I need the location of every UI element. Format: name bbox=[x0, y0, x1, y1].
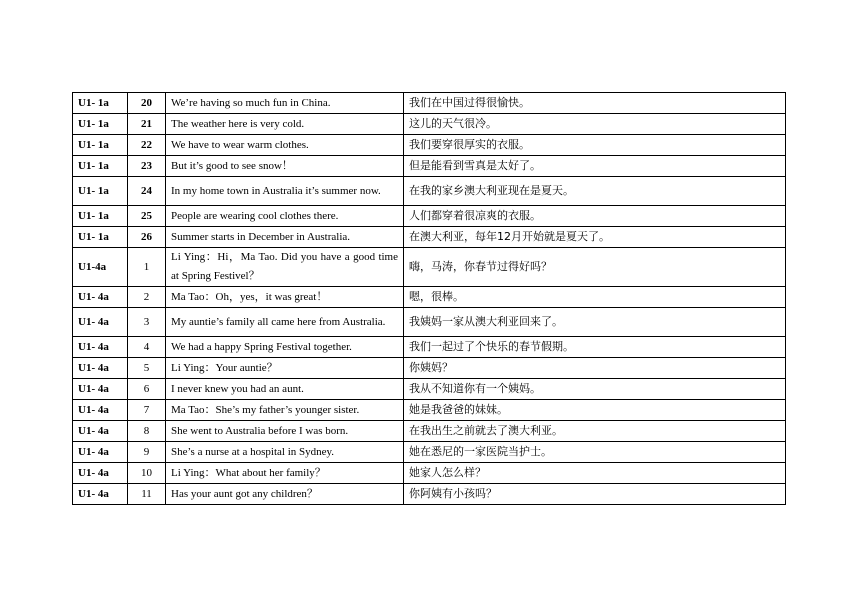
english-sentence-cell: Li Ying：What about her family？ bbox=[166, 463, 404, 484]
english-sentence-cell: The weather here is very cold. bbox=[166, 114, 404, 135]
unit-cell: U1- 4a bbox=[73, 400, 128, 421]
english-sentence-cell: In my home town in Australia it’s summer now. bbox=[166, 177, 404, 206]
number-cell: 7 bbox=[128, 400, 166, 421]
unit-cell: U1- 4a bbox=[73, 421, 128, 442]
unit-cell: U1- 4a bbox=[73, 379, 128, 400]
number-cell: 26 bbox=[128, 227, 166, 248]
unit-cell: U1- 4a bbox=[73, 287, 128, 308]
number-cell: 3 bbox=[128, 308, 166, 337]
number-cell: 1 bbox=[128, 248, 166, 287]
unit-cell: U1- 1a bbox=[73, 156, 128, 177]
english-sentence-cell: But it’s good to see snow！ bbox=[166, 156, 404, 177]
english-sentence-cell: She’s a nurse at a hospital in Sydney. bbox=[166, 442, 404, 463]
english-sentence-cell: We’re having so much fun in China. bbox=[166, 93, 404, 114]
chinese-translation-cell: 嗯，很棒。 bbox=[404, 287, 786, 308]
unit-cell: U1- 4a bbox=[73, 337, 128, 358]
number-cell: 25 bbox=[128, 206, 166, 227]
number-cell: 8 bbox=[128, 421, 166, 442]
unit-cell: U1- 1a bbox=[73, 206, 128, 227]
number-cell: 24 bbox=[128, 177, 166, 206]
unit-cell: U1- 1a bbox=[73, 177, 128, 206]
table-row bbox=[73, 93, 786, 114]
number-cell: 10 bbox=[128, 463, 166, 484]
number-cell: 5 bbox=[128, 358, 166, 379]
chinese-translation-cell: 我姨妈一家从澳大利亚回来了。 bbox=[404, 308, 786, 337]
english-sentence-cell: Li Ying：Your auntie？ bbox=[166, 358, 404, 379]
table-row bbox=[73, 358, 786, 379]
number-cell: 9 bbox=[128, 442, 166, 463]
table-row bbox=[73, 337, 786, 358]
number-cell: 23 bbox=[128, 156, 166, 177]
chinese-translation-cell: 嗨，马涛，你春节过得好吗？ bbox=[404, 248, 786, 287]
table-row bbox=[73, 114, 786, 135]
unit-cell: U1- 4a bbox=[73, 484, 128, 505]
number-cell: 6 bbox=[128, 379, 166, 400]
chinese-translation-cell: 我们要穿很厚实的衣服。 bbox=[404, 135, 786, 156]
chinese-translation-cell: 你姨妈？ bbox=[404, 358, 786, 379]
english-sentence-cell: I never knew you had an aunt. bbox=[166, 379, 404, 400]
chinese-translation-cell: 在澳大利亚，每年12月开始就是夏天了。 bbox=[404, 227, 786, 248]
number-cell: 11 bbox=[128, 484, 166, 505]
table-row bbox=[73, 287, 786, 308]
table-row bbox=[73, 177, 786, 206]
chinese-translation-cell: 在我出生之前就去了澳大利亚。 bbox=[404, 421, 786, 442]
english-sentence-cell: Li Ying：Hi，Ma Tao. Did you have a good time at Spring Festivel？ bbox=[166, 248, 404, 287]
number-cell: 2 bbox=[128, 287, 166, 308]
chinese-translation-cell: 我们在中国过得很愉快。 bbox=[404, 93, 786, 114]
number-cell: 4 bbox=[128, 337, 166, 358]
number-cell: 22 bbox=[128, 135, 166, 156]
table-row bbox=[73, 421, 786, 442]
table-row bbox=[73, 400, 786, 421]
unit-cell: U1- 1a bbox=[73, 227, 128, 248]
english-sentence-cell: We have to wear warm clothes. bbox=[166, 135, 404, 156]
chinese-translation-cell: 我从不知道你有一个姨妈。 bbox=[404, 379, 786, 400]
chinese-translation-cell: 在我的家乡澳大利亚现在是夏天。 bbox=[404, 177, 786, 206]
table-row bbox=[73, 442, 786, 463]
unit-cell: U1- 4a bbox=[73, 358, 128, 379]
unit-cell: U1- 1a bbox=[73, 114, 128, 135]
english-sentence-cell: Summer starts in December in Australia. bbox=[166, 227, 404, 248]
english-sentence-cell: Ma Tao：Oh，yes，it was great！ bbox=[166, 287, 404, 308]
chinese-translation-cell: 这儿的天气很冷。 bbox=[404, 114, 786, 135]
unit-cell: U1- 4a bbox=[73, 308, 128, 337]
table-row bbox=[73, 463, 786, 484]
chinese-translation-cell: 她在悉尼的一家医院当护士。 bbox=[404, 442, 786, 463]
unit-cell: U1- 4a bbox=[73, 463, 128, 484]
table-row bbox=[73, 484, 786, 505]
sentence-table bbox=[72, 92, 786, 505]
unit-cell: U1- 4a bbox=[73, 442, 128, 463]
chinese-translation-cell: 你阿姨有小孩吗？ bbox=[404, 484, 786, 505]
table-row bbox=[73, 308, 786, 337]
table-row bbox=[73, 135, 786, 156]
english-sentence-cell: Ma Tao：She’s my father’s younger sister. bbox=[166, 400, 404, 421]
chinese-translation-cell: 我们一起过了个快乐的春节假期。 bbox=[404, 337, 786, 358]
english-sentence-cell: Has your aunt got any children？ bbox=[166, 484, 404, 505]
number-cell: 21 bbox=[128, 114, 166, 135]
english-sentence-cell: We had a happy Spring Festival together. bbox=[166, 337, 404, 358]
chinese-translation-cell: 但是能看到雪真是太好了。 bbox=[404, 156, 786, 177]
chinese-translation-cell: 她家人怎么样？ bbox=[404, 463, 786, 484]
table-row bbox=[73, 156, 786, 177]
unit-cell: U1- 1a bbox=[73, 135, 128, 156]
unit-cell: U1-4a bbox=[73, 248, 128, 287]
english-sentence-cell: My auntie’s family all came here from Australia. bbox=[166, 308, 404, 337]
number-cell: 20 bbox=[128, 93, 166, 114]
table-row bbox=[73, 227, 786, 248]
table-row bbox=[73, 248, 786, 287]
chinese-translation-cell: 人们都穿着很凉爽的衣服。 bbox=[404, 206, 786, 227]
sentence-table-body bbox=[73, 93, 786, 505]
english-sentence-cell: People are wearing cool clothes there. bbox=[166, 206, 404, 227]
table-row bbox=[73, 379, 786, 400]
chinese-translation-cell: 她是我爸爸的妹妹。 bbox=[404, 400, 786, 421]
unit-cell: U1- 1a bbox=[73, 93, 128, 114]
table-row bbox=[73, 206, 786, 227]
english-sentence-cell: She went to Australia before I was born. bbox=[166, 421, 404, 442]
